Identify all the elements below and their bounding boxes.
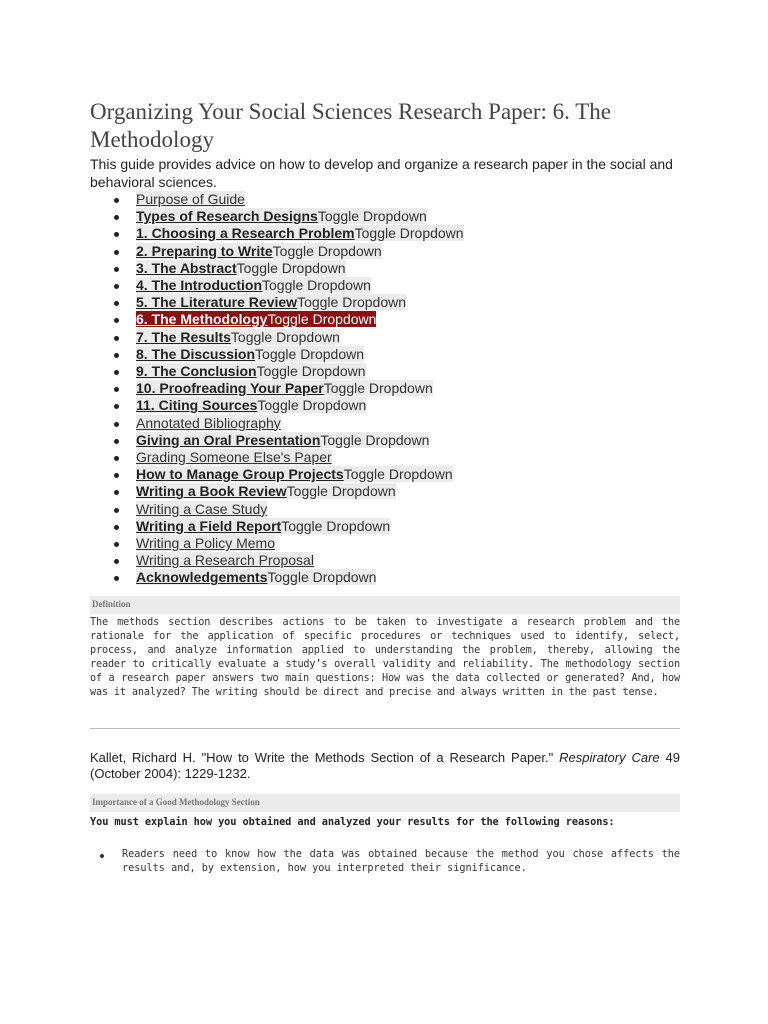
nav-item-research-proposal	[90, 552, 650, 569]
nav-item-acknowledgements	[90, 569, 650, 586]
nav-item-case-study	[90, 501, 650, 518]
nav-item-choosing-research-problem	[90, 225, 650, 242]
nav-item-proofreading	[90, 380, 650, 397]
nav-link-choosing-research-problem[interactable]: 1. Choosing a Research Problem	[136, 225, 355, 242]
definition-heading: Definition	[90, 596, 680, 614]
nav-item-field-report	[90, 518, 650, 535]
nav-item-grading-paper	[90, 449, 650, 466]
guide-nav-list	[90, 191, 650, 587]
page-title: Organizing Your Social Sciences Research Paper: 6. The Methodology	[90, 99, 612, 152]
importance-heading: Importance of a Good Methodology Section	[90, 794, 680, 812]
nav-link-literature-review[interactable]: 5. The Literature Review	[136, 294, 298, 311]
nav-link-research-proposal[interactable]: Writing a Research Proposal	[136, 552, 314, 569]
toggle-dropdown-button[interactable]: Toggle Dropdown	[267, 311, 377, 328]
nav-item-the-introduction	[90, 277, 650, 294]
toggle-dropdown-button[interactable]: Toggle Dropdown	[255, 345, 365, 362]
nav-link-field-report[interactable]: Writing a Field Report	[136, 517, 282, 534]
citation-journal: Respiratory Care	[559, 750, 660, 765]
toggle-dropdown-button[interactable]: Toggle Dropdown	[323, 380, 433, 397]
nav-item-annotated-bibliography	[90, 415, 650, 432]
nav-item-book-review	[90, 483, 650, 500]
nav-item-the-discussion	[90, 346, 650, 363]
nav-item-group-projects	[90, 466, 650, 483]
toggle-dropdown-button[interactable]: Toggle Dropdown	[281, 517, 391, 534]
nav-link-the-discussion[interactable]: 8. The Discussion	[136, 345, 256, 362]
divider	[90, 728, 680, 729]
toggle-dropdown-button[interactable]: Toggle Dropdown	[256, 363, 366, 380]
nav-link-annotated-bibliography[interactable]: Annotated Bibliography	[136, 414, 281, 431]
nav-link-case-study[interactable]: Writing a Case Study	[136, 500, 268, 517]
nav-link-oral-presentation[interactable]: Giving an Oral Presentation	[136, 431, 321, 448]
toggle-dropdown-button[interactable]: Toggle Dropdown	[257, 397, 367, 414]
nav-item-the-abstract	[90, 260, 650, 277]
list-item: Readers need to know how the data was obtained because the method you chose affects the results and, by extension, how you interpreted their significance.	[90, 848, 680, 876]
nav-link-group-projects[interactable]: How to Manage Group Projects	[136, 466, 344, 483]
toggle-dropdown-button[interactable]: Toggle Dropdown	[272, 242, 382, 259]
nav-link-the-methodology[interactable]: 6. The Methodology	[136, 311, 268, 328]
nav-link-acknowledgements[interactable]: Acknowledgements	[136, 569, 268, 586]
toggle-dropdown-button[interactable]: Toggle Dropdown	[320, 431, 430, 448]
toggle-dropdown-button[interactable]: Toggle Dropdown	[297, 294, 407, 311]
toggle-dropdown-button[interactable]: Toggle Dropdown	[267, 569, 377, 586]
nav-item-the-results	[90, 329, 650, 346]
nav-link-purpose-of-guide[interactable]: Purpose of Guide	[136, 191, 245, 207]
citation	[90, 750, 680, 782]
definition-text: The methods section describes actions to be taken to investigate a research problem and the rationale for the application of specific procedures or techniques used to identify, select, process, and analyze information applied to understanding the problem, thereby, allowing the reader to critically evaluate a study’s overall validity and reliability. The methodology section of a research paper answers two main questions: How was the data collected or generated? And, how was it analyzed? The writing should be direct and precise and always written in the past tense.	[90, 617, 680, 698]
toggle-dropdown-button[interactable]: Toggle Dropdown	[236, 259, 346, 276]
toggle-dropdown-button[interactable]: Toggle Dropdown	[354, 225, 464, 242]
nav-link-citing-sources[interactable]: 11. Citing Sources	[136, 397, 258, 414]
page-intro: This guide provides advice on how to develop and organize a research paper in the social and behavioral sciences.	[90, 156, 673, 190]
nav-link-book-review[interactable]: Writing a Book Review	[136, 483, 287, 500]
nav-item-oral-presentation	[90, 432, 650, 449]
toggle-dropdown-button[interactable]: Toggle Dropdown	[230, 328, 340, 345]
nav-link-the-results[interactable]: 7. The Results	[136, 328, 231, 345]
nav-link-policy-memo[interactable]: Writing a Policy Memo	[136, 535, 276, 552]
reasons-list	[90, 848, 680, 876]
nav-item-preparing-to-write	[90, 243, 650, 260]
toggle-dropdown-button[interactable]: Toggle Dropdown	[262, 277, 371, 294]
nav-item-the-methodology	[90, 311, 650, 328]
nav-link-the-conclusion[interactable]: 9. The Conclusion	[136, 363, 257, 380]
nav-item-citing-sources	[90, 397, 650, 414]
citation-text: Kallet, Richard H. "How to Write the Methods Section of a Research Paper."	[90, 750, 560, 765]
nav-item-literature-review	[90, 294, 650, 311]
nav-link-grading-paper[interactable]: Grading Someone Else's Paper	[136, 449, 332, 466]
nav-link-types-of-research-designs[interactable]: Types of Research Designs	[136, 208, 318, 225]
toggle-dropdown-button[interactable]: Toggle Dropdown	[286, 483, 396, 500]
nav-link-preparing-to-write[interactable]: 2. Preparing to Write	[136, 242, 273, 259]
nav-item-policy-memo	[90, 535, 650, 552]
nav-item-types-of-research-designs	[90, 208, 650, 225]
importance-lead: You must explain how you obtained and analyzed your results for the following reasons:	[90, 816, 615, 828]
nav-item-purpose-of-guide	[90, 191, 650, 208]
citation-details: 49 (October 2004): 1229-1232.	[90, 750, 680, 781]
nav-item-the-conclusion	[90, 363, 650, 380]
nav-link-the-introduction[interactable]: 4. The Introduction	[136, 277, 262, 294]
toggle-dropdown-button[interactable]: Toggle Dropdown	[343, 466, 453, 483]
nav-link-proofreading[interactable]: 10. Proofreading Your Paper	[136, 380, 324, 397]
toggle-dropdown-button[interactable]: Toggle Dropdown	[317, 208, 427, 225]
nav-link-the-abstract[interactable]: 3. The Abstract	[136, 259, 237, 276]
